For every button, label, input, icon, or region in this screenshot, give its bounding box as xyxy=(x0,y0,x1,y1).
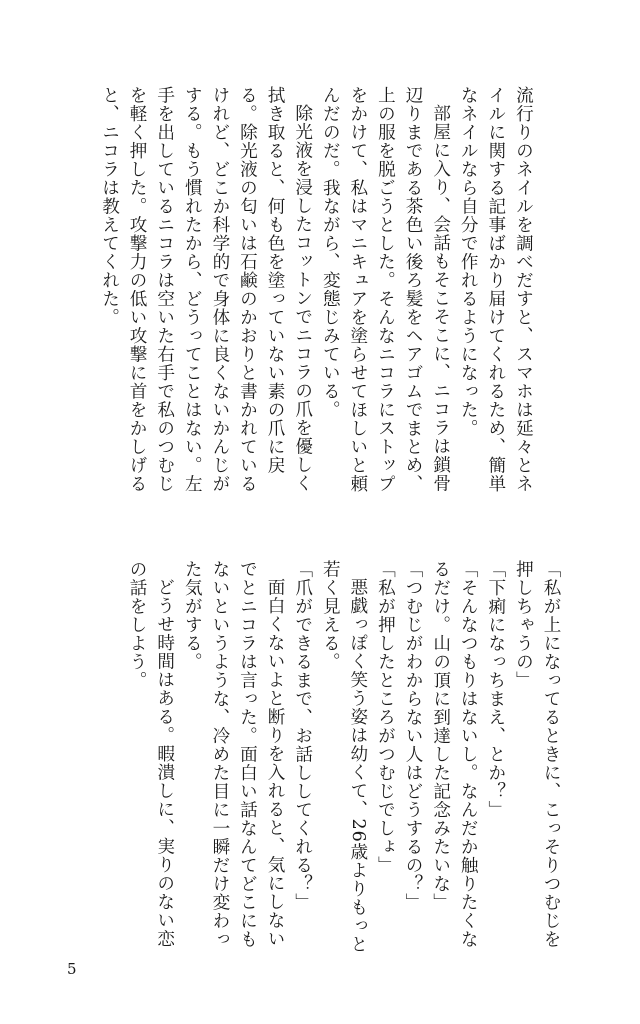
paragraph-room-entry: 部屋に入り、会話もそこそこに、ニコラは鎖骨辺りまである茶色い後ろ髪をヘアゴムでまとめ、上の服を脱ごうとした。そんなニコラにストップをかけて、私はマニキュアを塗らせてほしいと頼んだのだ。我ながら、変態じみている。 xyxy=(320,86,451,493)
dialogue-line: 「私が押したところがつむじでしょ」 xyxy=(375,560,396,875)
narration-paragraph: 面白くないよと断りを入れると、気にしないでとニコラは言った。面白い話なんてどこにもないというような、冷めた目に一瞬だけ変わった気がする。 xyxy=(182,560,286,949)
page-number: 5 xyxy=(67,960,78,978)
paragraph-nail-research: 流行りのネイルを調べだすと、スマホは延々とネイルに関する記事ばかり届けてくれるため、簡単なネイルなら自分で作れるようになった。 xyxy=(458,86,534,493)
dialogue-line: 「私が上になってるときに、こっそりつむじを押しちゃうの」 xyxy=(513,560,561,949)
dialogue-line: 「爪ができるまで、お話ししてくれる？」 xyxy=(292,560,313,912)
top-vertical-text xyxy=(74,86,564,506)
narration-paragraph: 悪戯っぽく笑う姿は幼くて、26歳よりもっと若く見える。 xyxy=(320,560,368,954)
paragraph-nail-remover: 除光液を浸したコットンでニコラの爪を優しく拭き取ると、何も色を塗っていない素の爪に戻る。除光液の匂いは石鹸のかおりと書かれているけれど、どこか科学的で身体に良くないかんじがする。もう慣れたから、どうってことはない。左手を出しているニコラは空いた右手で私のつむじを軽く押した。攻撃力の低い攻撃に首をかしげると、ニコラは教えてくれた。 xyxy=(99,86,313,493)
dialogue-line: 「つむじがわからない人はどうするの？」 xyxy=(403,560,424,912)
dialogue-line: 「下痢になっちまえ、とか？」 xyxy=(485,560,506,819)
bottom-text-block xyxy=(74,560,564,960)
bottom-vertical-text xyxy=(74,560,564,960)
dialogue-line: 「そんなつもりはないし。なんだか触りたくなるだけ。山の頂に到達した記念みたいな」 xyxy=(430,560,479,949)
narration-paragraph: どうせ時間はある。暇潰しに、実りのない恋の話をしよう。 xyxy=(127,560,175,948)
top-text-block xyxy=(74,86,564,506)
